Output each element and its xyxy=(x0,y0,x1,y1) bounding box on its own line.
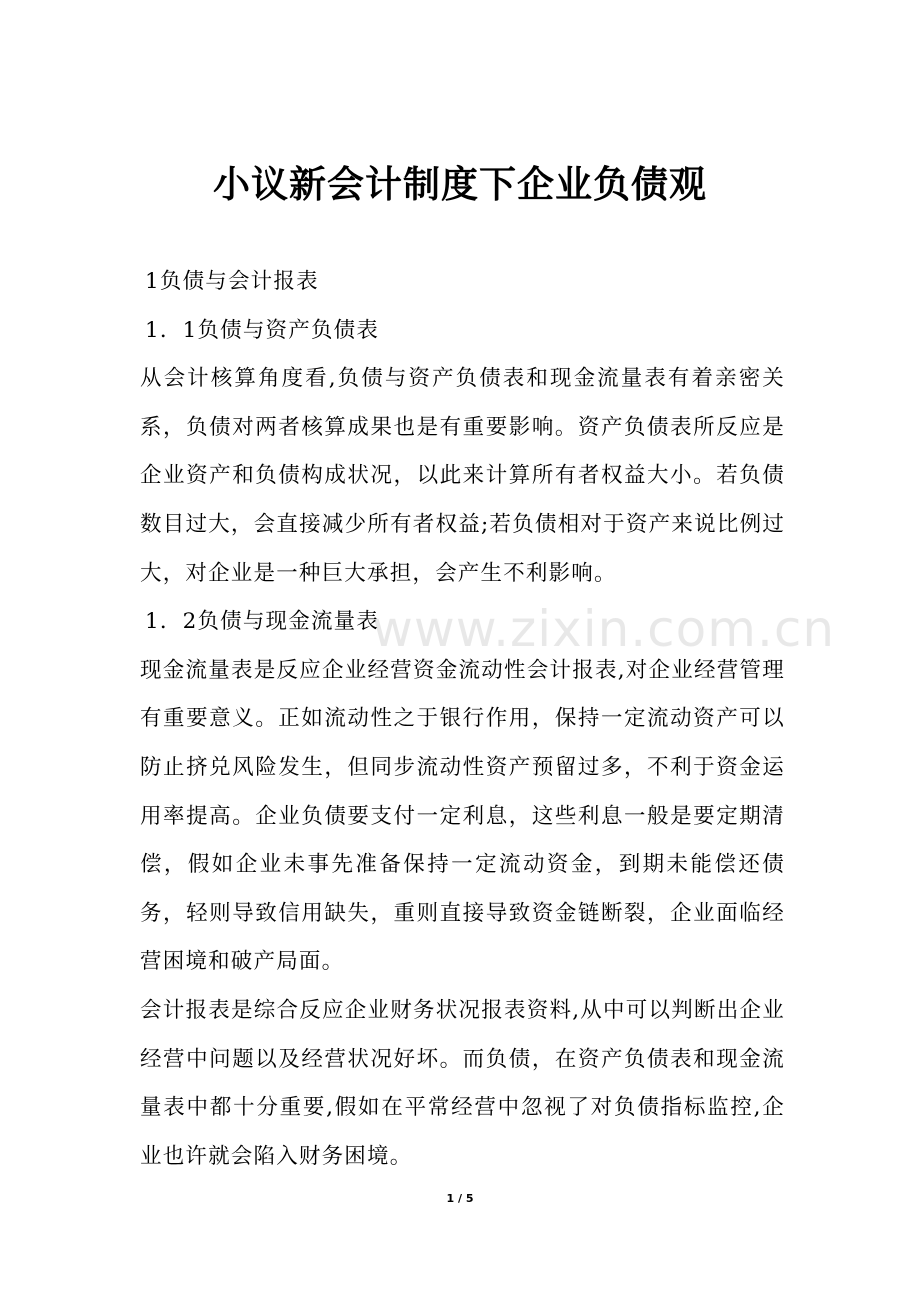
body-paragraph: 从会计核算角度看,负债与资产负债表和现金流量表有着亲密关系，负债对两者核算成果也是有重要影响。资产负债表所反应是企业资产和负债构成状况，以此来计算所有者权益大小。若负债数目过大，会直接减少所有者权益;若负债相对于资产来说比例过大，对企业是一种巨大承担，会产生不利影响。 xyxy=(140,366,785,586)
document-title: 小议新会计制度下企业负债观 xyxy=(213,163,707,206)
body-paragraph: 现金流量表是反应企业经营资金流动性会计报表,对企业经营管理有重要意义。正如流动性之于银行作用，保持一定流动资产可以防止挤兑风险发生，但同步流动性资产预留过多，不利于资金运用率提高。企业负债要支付一定利息，这些利息一般是要定期清偿，假如企业未事先准备保持一定流动资金，到期未能偿还债务，轻则导致信用缺失，重则直接导致资金链断裂，企业面临经营困境和破产局面。 xyxy=(140,657,785,975)
document-body xyxy=(140,258,785,1181)
section-heading: 1负债与会计报表 xyxy=(145,269,319,294)
page-number: 1 / 5 xyxy=(446,1192,474,1205)
subsection-heading: 1．1负债与资产负债表 xyxy=(145,317,380,343)
subsection-heading: 1．2负债与现金流量表 xyxy=(145,609,380,635)
watermark: www.zixin.com.cn xyxy=(372,600,836,658)
body-paragraph: 会计报表是综合反应企业财务状况报表资料,从中可以判断出企业经营中问题以及经营状况好坏。而负债，在资产负债表和现金流量表中都十分重要,假如在平常经营中忽视了对负债指标监控,企业也许就会陷入财务困境。 xyxy=(140,997,785,1169)
